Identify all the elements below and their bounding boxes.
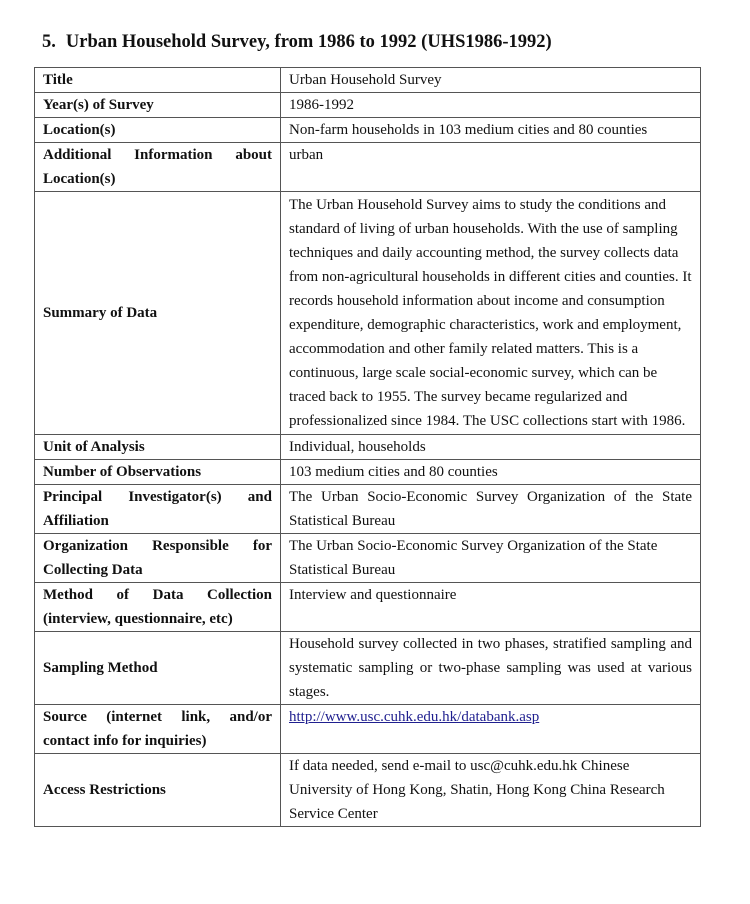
survey-metadata-table: [34, 67, 701, 827]
row-value: Individual, households: [281, 435, 701, 460]
row-label: Organization Responsible for Collecting Data: [35, 534, 281, 583]
section-heading: [42, 32, 552, 53]
row-label: Year(s) of Survey: [35, 93, 281, 118]
row-label: Unit of Analysis: [35, 435, 281, 460]
row-value: 103 medium cities and 80 counties: [281, 460, 701, 485]
table-row-data-collection-method: [35, 583, 701, 632]
row-label: Method of Data Collection (interview, questionnaire, etc): [35, 583, 281, 632]
table-row-years: [35, 93, 701, 118]
row-value: Non-farm households in 103 medium cities and 80 counties: [281, 118, 701, 143]
table-row-principal-investigator: [35, 485, 701, 534]
row-label: Access Restrictions: [35, 754, 281, 827]
row-label: Title: [35, 68, 281, 93]
row-value: Household survey collected in two phases, stratified sampling and systematic sampling or two-phase sampling was used at various stages.: [281, 632, 701, 705]
source-link[interactable]: http://www.usc.cuhk.edu.hk/databank.asp: [289, 709, 540, 725]
row-label: Location(s): [35, 118, 281, 143]
row-value: 1986-1992: [281, 93, 701, 118]
row-label: Summary of Data: [35, 192, 281, 435]
table-row-access-restrictions: [35, 754, 701, 827]
section-title: Urban Household Survey, from 1986 to 1992 (UHS1986-1992): [65, 32, 552, 52]
table-row-summary: [35, 192, 701, 435]
row-label: Sampling Method: [35, 632, 281, 705]
section-number: 5.: [42, 32, 56, 52]
row-value: urban: [281, 143, 701, 192]
table-row-source: [35, 705, 701, 754]
table-row-title: [35, 68, 701, 93]
row-value: Urban Household Survey: [281, 68, 701, 93]
row-value: The Urban Household Survey aims to study the conditions and standard of living of urban households. With the use of sampling techniques and daily accounting method, the survey collects data from non-agricultural households in different cities and counties. It records household information about income and consumption expenditure, demographic characteristics, work and employment, accommodation and other family related matters. This is a continuous, large scale social-economic survey, which can be traced back to 1955. The survey became regularized and professionalized since 1984. The USC collections start with 1986.: [281, 192, 701, 435]
row-label: Source (internet link, and/or contact info for inquiries): [35, 705, 281, 754]
row-label: Principal Investigator(s) and Affiliation: [35, 485, 281, 534]
row-value: [281, 705, 701, 754]
row-label: Number of Observations: [35, 460, 281, 485]
table-row-organization: [35, 534, 701, 583]
table-row-unit-of-analysis: [35, 435, 701, 460]
table-row-locations: [35, 118, 701, 143]
table-row-observations: [35, 460, 701, 485]
row-value: The Urban Socio-Economic Survey Organization of the State Statistical Bureau: [281, 534, 701, 583]
row-value: Interview and questionnaire: [281, 583, 701, 632]
row-value: The Urban Socio-Economic Survey Organization of the State Statistical Bureau: [281, 485, 701, 534]
row-label: Additional Information about Location(s): [35, 143, 281, 192]
table-row-additional-location-info: [35, 143, 701, 192]
table-row-sampling-method: [35, 632, 701, 705]
row-value: If data needed, send e-mail to usc@cuhk.edu.hk Chinese University of Hong Kong, Shatin, Hong Kong China Research Service Center: [281, 754, 701, 827]
